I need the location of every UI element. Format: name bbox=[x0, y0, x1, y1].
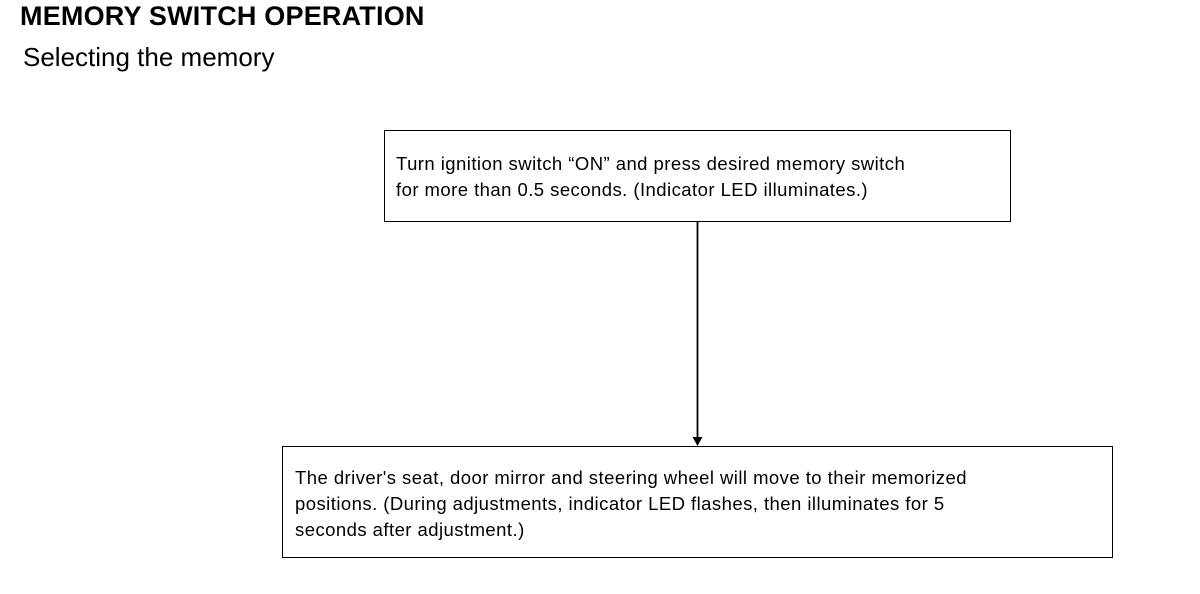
step-box-memorized-positions bbox=[282, 446, 1113, 558]
step-2-line-1: The driver's seat, door mirror and steering wheel will move to their memorized bbox=[295, 467, 967, 488]
step-1-line-1: Turn ignition switch “ON” and press desired memory switch bbox=[396, 153, 906, 174]
step-box-ignition bbox=[384, 130, 1011, 222]
step-2-line-3: seconds after adjustment.) bbox=[295, 519, 525, 540]
step-1-line-2: for more than 0.5 seconds. (Indicator LED illuminates.) bbox=[396, 179, 869, 200]
step-2-line-2: positions. (During adjustments, indicator LED flashes, then illuminates for 5 bbox=[295, 493, 945, 514]
arrow-head-icon bbox=[693, 437, 703, 446]
page-title: MEMORY SWITCH OPERATION bbox=[20, 1, 425, 31]
section-subtitle: Selecting the memory bbox=[23, 42, 275, 72]
